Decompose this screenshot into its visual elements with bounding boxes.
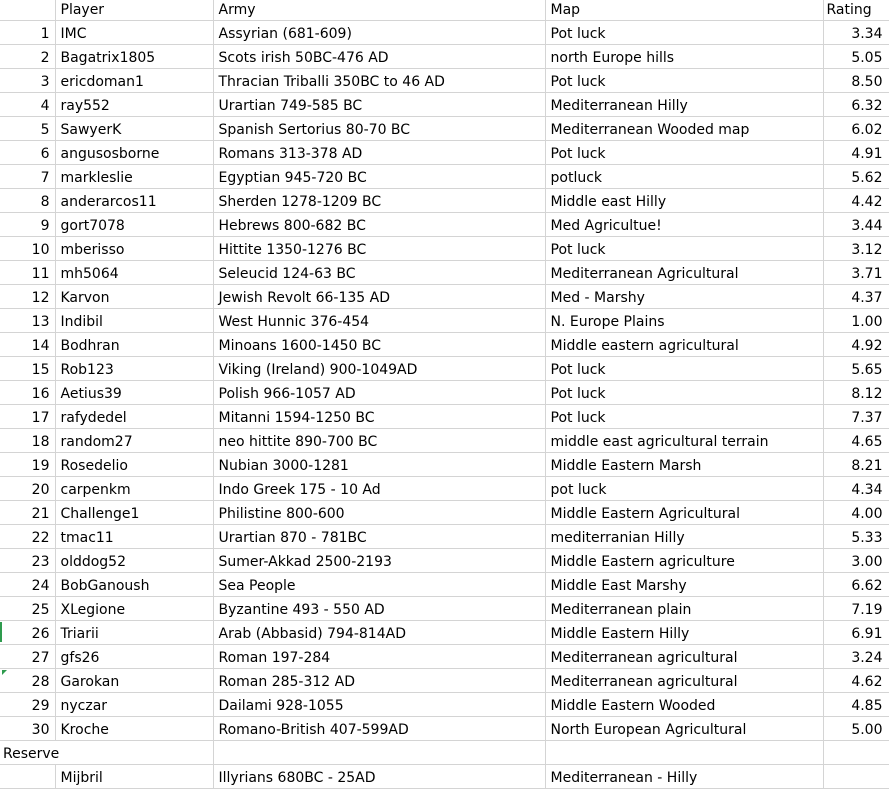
player-cell[interactable]: markleslie bbox=[55, 165, 213, 189]
table-row bbox=[0, 213, 889, 237]
map-cell[interactable]: Middle eastern agricultural bbox=[545, 333, 823, 357]
player-cell[interactable]: nyczar bbox=[55, 693, 213, 717]
player-cell[interactable]: Indibil bbox=[55, 309, 213, 333]
table-row bbox=[0, 621, 889, 645]
player-cell[interactable]: IMC bbox=[55, 21, 213, 45]
army-cell[interactable]: Sumer-Akkad 2500-2193 bbox=[213, 549, 545, 573]
player-cell[interactable]: rafydedel bbox=[55, 405, 213, 429]
row-number-cell[interactable]: 13 bbox=[0, 309, 55, 333]
rating-cell[interactable]: 7.37 bbox=[823, 405, 889, 429]
army-cell[interactable]: Arab (Abbasid) 794-814AD bbox=[213, 621, 545, 645]
player-cell[interactable]: BobGanoush bbox=[55, 573, 213, 597]
army-cell[interactable]: Urartian 870 - 781BC bbox=[213, 525, 545, 549]
rating-cell[interactable] bbox=[823, 741, 889, 765]
player-cell[interactable]: gfs26 bbox=[55, 645, 213, 669]
player-cell[interactable]: ray552 bbox=[55, 93, 213, 117]
reserve-label-row bbox=[0, 741, 889, 765]
table-row bbox=[0, 645, 889, 669]
map-cell[interactable]: Mediterranean Agricultural bbox=[545, 261, 823, 285]
player-cell[interactable]: Kroche bbox=[55, 717, 213, 741]
row-number-cell[interactable]: 6 bbox=[0, 141, 55, 165]
row-number-cell[interactable]: 22 bbox=[0, 525, 55, 549]
player-cell[interactable]: Rosedelio bbox=[55, 453, 213, 477]
army-cell[interactable] bbox=[213, 741, 545, 765]
rating-column-header[interactable]: Rating bbox=[823, 0, 889, 21]
map-cell[interactable]: Mediterranean Wooded map bbox=[545, 117, 823, 141]
row-number-cell[interactable]: 7 bbox=[0, 165, 55, 189]
selection-marker bbox=[0, 622, 2, 642]
map-cell[interactable]: Pot luck bbox=[545, 69, 823, 93]
row-number-cell[interactable]: 10 bbox=[0, 237, 55, 261]
army-cell[interactable]: Viking (Ireland) 900-1049AD bbox=[213, 357, 545, 381]
map-cell[interactable]: Middle Eastern Hilly bbox=[545, 621, 823, 645]
map-cell[interactable]: middle east agricultural terrain bbox=[545, 429, 823, 453]
army-cell[interactable]: Jewish Revolt 66-135 AD bbox=[213, 285, 545, 309]
player-cell[interactable]: Mijbril bbox=[55, 765, 213, 789]
army-cell[interactable]: Illyrians 680BC - 25AD bbox=[213, 765, 545, 789]
row-number-cell[interactable]: 3 bbox=[0, 69, 55, 93]
rating-cell[interactable]: 8.21 bbox=[823, 453, 889, 477]
army-column-header[interactable]: Army bbox=[213, 0, 545, 21]
player-cell[interactable]: mberisso bbox=[55, 237, 213, 261]
table-row bbox=[0, 717, 889, 741]
rating-cell[interactable]: 6.62 bbox=[823, 573, 889, 597]
army-cell[interactable]: Philistine 800-600 bbox=[213, 501, 545, 525]
army-cell[interactable]: neo hittite 890-700 BC bbox=[213, 429, 545, 453]
map-cell[interactable]: north Europe hills bbox=[545, 45, 823, 69]
reserve-label[interactable]: Reserve bbox=[0, 741, 213, 765]
table-row bbox=[0, 45, 889, 69]
row-number-cell[interactable]: 25 bbox=[0, 597, 55, 621]
player-cell[interactable]: angusosborne bbox=[55, 141, 213, 165]
map-cell[interactable]: Med - Marshy bbox=[545, 285, 823, 309]
map-cell[interactable] bbox=[545, 741, 823, 765]
row-number-cell[interactable]: 9 bbox=[0, 213, 55, 237]
army-cell[interactable]: Scots irish 50BC-476 AD bbox=[213, 45, 545, 69]
map-cell[interactable]: Mediterranean - Hilly bbox=[545, 765, 823, 789]
player-cell[interactable]: random27 bbox=[55, 429, 213, 453]
player-cell[interactable]: SawyerK bbox=[55, 117, 213, 141]
row-number-cell[interactable]: 27 bbox=[0, 645, 55, 669]
row-number-cell[interactable]: 24 bbox=[0, 573, 55, 597]
table-row bbox=[0, 501, 889, 525]
table-row bbox=[0, 357, 889, 381]
player-cell[interactable]: Triarii bbox=[55, 621, 213, 645]
reserve-row bbox=[0, 765, 889, 789]
row-number-cell[interactable]: 20 bbox=[0, 477, 55, 501]
rating-cell[interactable]: 5.00 bbox=[823, 717, 889, 741]
army-cell[interactable]: Seleucid 124-63 BC bbox=[213, 261, 545, 285]
army-cell[interactable]: Roman 285-312 AD bbox=[213, 669, 545, 693]
row-number-cell[interactable]: 5 bbox=[0, 117, 55, 141]
map-cell[interactable]: N. Europe Plains bbox=[545, 309, 823, 333]
rating-cell[interactable]: 3.44 bbox=[823, 213, 889, 237]
army-cell[interactable]: Dailami 928-1055 bbox=[213, 693, 545, 717]
player-cell[interactable]: Bodhran bbox=[55, 333, 213, 357]
player-cell[interactable]: Challenge1 bbox=[55, 501, 213, 525]
table-row bbox=[0, 549, 889, 573]
rating-cell[interactable] bbox=[823, 765, 889, 789]
rating-cell[interactable]: 6.32 bbox=[823, 93, 889, 117]
table-row bbox=[0, 693, 889, 717]
row-number-cell[interactable]: 30 bbox=[0, 717, 55, 741]
map-cell[interactable]: Middle east Hilly bbox=[545, 189, 823, 213]
table-row bbox=[0, 189, 889, 213]
player-cell[interactable]: Bagatrix1805 bbox=[55, 45, 213, 69]
rating-cell[interactable]: 7.19 bbox=[823, 597, 889, 621]
row-number-cell[interactable]: 14 bbox=[0, 333, 55, 357]
rating-cell[interactable]: 4.85 bbox=[823, 693, 889, 717]
army-cell[interactable]: Mitanni 1594-1250 BC bbox=[213, 405, 545, 429]
rating-cell[interactable]: 4.92 bbox=[823, 333, 889, 357]
map-cell[interactable]: Med Agricultue! bbox=[545, 213, 823, 237]
army-cell[interactable]: Assyrian (681-609) bbox=[213, 21, 545, 45]
map-column-header[interactable]: Map bbox=[545, 0, 823, 21]
army-cell[interactable]: Nubian 3000-1281 bbox=[213, 453, 545, 477]
map-cell[interactable]: mediterranian Hilly bbox=[545, 525, 823, 549]
rating-cell[interactable]: 8.50 bbox=[823, 69, 889, 93]
rating-cell[interactable]: 6.02 bbox=[823, 117, 889, 141]
army-cell[interactable]: Urartian 749-585 BC bbox=[213, 93, 545, 117]
table-row bbox=[0, 309, 889, 333]
rating-cell[interactable]: 3.00 bbox=[823, 549, 889, 573]
row-number-cell[interactable]: 29 bbox=[0, 693, 55, 717]
table-row bbox=[0, 525, 889, 549]
rating-cell[interactable]: 4.91 bbox=[823, 141, 889, 165]
player-cell[interactable]: Rob123 bbox=[55, 357, 213, 381]
map-cell[interactable]: Middle Eastern agriculture bbox=[545, 549, 823, 573]
table-row bbox=[0, 453, 889, 477]
player-cell[interactable]: Karvon bbox=[55, 285, 213, 309]
player-cell[interactable]: anderarcos11 bbox=[55, 189, 213, 213]
row-number-cell[interactable]: 17 bbox=[0, 405, 55, 429]
table-row bbox=[0, 261, 889, 285]
row-number-cell[interactable] bbox=[0, 765, 55, 789]
row-number-cell[interactable]: 8 bbox=[0, 189, 55, 213]
row-number-cell[interactable]: 19 bbox=[0, 453, 55, 477]
map-cell[interactable]: Middle Eastern Marsh bbox=[545, 453, 823, 477]
map-cell[interactable]: Pot luck bbox=[545, 141, 823, 165]
rating-cell[interactable]: 4.42 bbox=[823, 189, 889, 213]
row-number-cell[interactable]: 18 bbox=[0, 429, 55, 453]
map-cell[interactable]: Pot luck bbox=[545, 405, 823, 429]
map-cell[interactable]: Pot luck bbox=[545, 357, 823, 381]
player-cell[interactable]: Garokan bbox=[55, 669, 213, 693]
rating-cell[interactable]: 5.65 bbox=[823, 357, 889, 381]
army-cell[interactable]: Romano-British 407-599AD bbox=[213, 717, 545, 741]
row-number-cell[interactable]: 26 bbox=[0, 621, 55, 645]
map-cell[interactable]: Middle Eastern Agricultural bbox=[545, 501, 823, 525]
player-cell[interactable]: carpenkm bbox=[55, 477, 213, 501]
army-cell[interactable]: Roman 197-284 bbox=[213, 645, 545, 669]
army-cell[interactable]: Hebrews 800-682 BC bbox=[213, 213, 545, 237]
player-cell[interactable]: olddog52 bbox=[55, 549, 213, 573]
table-row bbox=[0, 165, 889, 189]
map-cell[interactable]: Middle East Marshy bbox=[545, 573, 823, 597]
table-row bbox=[0, 69, 889, 93]
map-cell[interactable]: Mediterranean Hilly bbox=[545, 93, 823, 117]
row-number-cell[interactable]: 21 bbox=[0, 501, 55, 525]
army-cell[interactable]: Thracian Triballi 350BC to 46 AD bbox=[213, 69, 545, 93]
rating-cell[interactable]: 3.12 bbox=[823, 237, 889, 261]
map-cell[interactable]: Mediterranean plain bbox=[545, 597, 823, 621]
player-cell[interactable]: mh5064 bbox=[55, 261, 213, 285]
row-number-header[interactable] bbox=[0, 0, 55, 21]
map-cell[interactable]: Pot luck bbox=[545, 381, 823, 405]
army-cell[interactable]: Romans 313-378 AD bbox=[213, 141, 545, 165]
rating-cell[interactable]: 5.62 bbox=[823, 165, 889, 189]
map-cell[interactable]: pot luck bbox=[545, 477, 823, 501]
header-row bbox=[0, 0, 889, 21]
row-number-cell[interactable]: 12 bbox=[0, 285, 55, 309]
table-row bbox=[0, 333, 889, 357]
table-row bbox=[0, 669, 889, 693]
comment-indicator bbox=[2, 670, 7, 675]
army-cell[interactable]: Polish 966-1057 AD bbox=[213, 381, 545, 405]
rating-cell[interactable]: 4.62 bbox=[823, 669, 889, 693]
player-cell[interactable]: XLegione bbox=[55, 597, 213, 621]
table-row bbox=[0, 597, 889, 621]
rating-cell[interactable]: 5.05 bbox=[823, 45, 889, 69]
table-row bbox=[0, 573, 889, 597]
map-cell[interactable]: potluck bbox=[545, 165, 823, 189]
table-row bbox=[0, 237, 889, 261]
rating-cell[interactable]: 3.24 bbox=[823, 645, 889, 669]
table-row bbox=[0, 141, 889, 165]
army-cell[interactable]: Minoans 1600-1450 BC bbox=[213, 333, 545, 357]
army-cell[interactable]: West Hunnic 376-454 bbox=[213, 309, 545, 333]
map-cell[interactable]: Pot luck bbox=[545, 237, 823, 261]
map-cell[interactable]: Mediterranean agricultural bbox=[545, 669, 823, 693]
row-number-cell[interactable]: 2 bbox=[0, 45, 55, 69]
row-number-cell[interactable]: 11 bbox=[0, 261, 55, 285]
table-row bbox=[0, 21, 889, 45]
army-cell[interactable]: Sherden 1278-1209 BC bbox=[213, 189, 545, 213]
rating-cell[interactable]: 5.33 bbox=[823, 525, 889, 549]
player-cell[interactable]: ericdoman1 bbox=[55, 69, 213, 93]
rating-cell[interactable]: 4.34 bbox=[823, 477, 889, 501]
player-cell[interactable]: Aetius39 bbox=[55, 381, 213, 405]
player-cell[interactable]: gort7078 bbox=[55, 213, 213, 237]
map-cell[interactable]: Mediterranean agricultural bbox=[545, 645, 823, 669]
rating-cell[interactable]: 8.12 bbox=[823, 381, 889, 405]
rating-cell[interactable]: 4.65 bbox=[823, 429, 889, 453]
rating-cell[interactable]: 4.00 bbox=[823, 501, 889, 525]
table-row bbox=[0, 381, 889, 405]
player-column-header[interactable]: Player bbox=[55, 0, 213, 21]
table-row bbox=[0, 285, 889, 309]
row-number-cell[interactable]: 23 bbox=[0, 549, 55, 573]
table-row bbox=[0, 477, 889, 501]
row-number-cell[interactable]: 1 bbox=[0, 21, 55, 45]
map-cell[interactable]: Middle Eastern Wooded bbox=[545, 693, 823, 717]
army-cell[interactable]: Sea People bbox=[213, 573, 545, 597]
rating-cell[interactable]: 1.00 bbox=[823, 309, 889, 333]
player-cell[interactable]: tmac11 bbox=[55, 525, 213, 549]
table-row bbox=[0, 117, 889, 141]
map-cell[interactable]: North European Agricultural bbox=[545, 717, 823, 741]
army-cell[interactable]: Byzantine 493 - 550 AD bbox=[213, 597, 545, 621]
rating-cell[interactable]: 4.37 bbox=[823, 285, 889, 309]
army-cell[interactable]: Spanish Sertorius 80-70 BC bbox=[213, 117, 545, 141]
row-number-cell[interactable]: 16 bbox=[0, 381, 55, 405]
table-row bbox=[0, 405, 889, 429]
map-cell[interactable]: Pot luck bbox=[545, 21, 823, 45]
table-row bbox=[0, 93, 889, 117]
rating-cell[interactable]: 6.91 bbox=[823, 621, 889, 645]
rating-cell[interactable]: 3.34 bbox=[823, 21, 889, 45]
army-cell[interactable]: Egyptian 945-720 BC bbox=[213, 165, 545, 189]
table-row bbox=[0, 429, 889, 453]
row-number-cell[interactable]: 15 bbox=[0, 357, 55, 381]
army-cell[interactable]: Indo Greek 175 - 10 Ad bbox=[213, 477, 545, 501]
row-number-cell[interactable]: 28 bbox=[0, 669, 55, 693]
rating-cell[interactable]: 3.71 bbox=[823, 261, 889, 285]
army-cell[interactable]: Hittite 1350-1276 BC bbox=[213, 237, 545, 261]
row-number-cell[interactable]: 4 bbox=[0, 93, 55, 117]
